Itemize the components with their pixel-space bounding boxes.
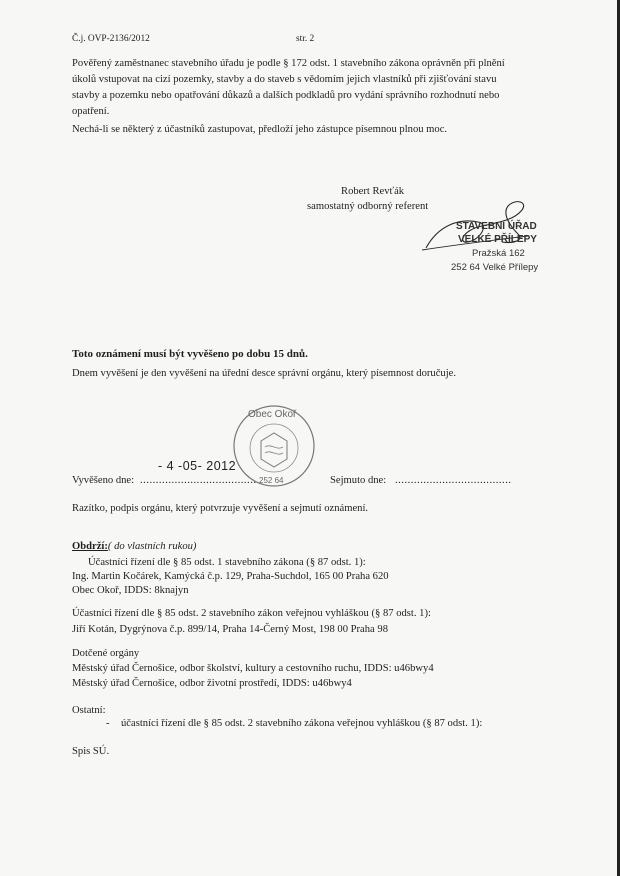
recipients-group2-title: Účastníci řízení dle § 85 odst. 2 stavebního zákon veřejnou vyhláškou (§ 87 odst. 1): <box>72 608 431 619</box>
notice-text: Dnem vyvěšení je den vyvěšení na úřední desce správní orgánu, který písemnost doručuje. <box>72 368 457 379</box>
removed-label: Sejmuto dne: <box>330 475 387 486</box>
page-number: str. 2 <box>296 34 315 44</box>
paragraph-line: opatření. <box>72 106 110 117</box>
recipient-item: Obec Okoř, IDDS: 8knajyn <box>72 585 189 596</box>
posted-dots: ..................................... <box>140 475 257 486</box>
recipients-group3-title: Dotčené orgány <box>72 648 140 659</box>
reference-number: Č.j. OVP-2136/2012 <box>72 34 150 44</box>
office-stamp-line3: Pražská 162 <box>472 248 525 259</box>
recipient-item: Ing. Martin Kočárek, Kamýcká č.p. 129, Praha-Suchdol, 165 00 Praha 620 <box>72 571 389 582</box>
removed-dots: ..................................... <box>395 475 512 486</box>
paragraph-line: Pověřený zaměstnanec stavebního úřadu je podle § 172 odst. 1 stavebního zákona oprávněn při plnění <box>72 58 505 69</box>
notice-heading: Toto oznámení musí být vyvěšeno po dobu 15 dnů. <box>72 348 308 360</box>
recipients-other-dash: - <box>106 718 110 729</box>
office-stamp-line1: STAVEBNÍ ÚŘAD <box>456 221 537 232</box>
municipal-seal-zip: 252 64 <box>259 476 284 485</box>
recipients-group1-title: Účastníci řízení dle § 85 odst. 1 stavebního zákona (§ 87 odst. 1): <box>88 557 366 568</box>
file-note: Spis SÚ. <box>72 746 110 757</box>
recipient-item: účastníci řízení dle § 85 odst. 2 stavebního zákona veřejnou vyhláškou (§ 87 odst. 1): <box>121 718 483 729</box>
recipients-heading: Obdrží: <box>72 541 108 552</box>
recipients-other-title: Ostatní: <box>72 705 106 716</box>
office-stamp-line2: VELKÉ PŘÍLEPY <box>458 234 537 245</box>
recipients-heading-block <box>72 539 196 555</box>
recipient-item: Městský úřad Černošice, odbor školství, kultury a cestovního ruchu, IDDS: u46bwy4 <box>72 663 434 674</box>
signer-name: Robert Revťák <box>341 186 405 197</box>
posted-date-stamp: - 4 -05- 2012 <box>158 459 237 473</box>
municipal-seal-text: Obec Okoř <box>248 409 297 420</box>
stamp-note: Razítko, podpis orgánu, který potvrzuje vyvěšení a sejmutí oznámení. <box>72 503 369 514</box>
paragraph-line: stavby a pozemku nebo opatřování důkazů a dalších podkladů pro vydání správního rozhodnutí nebo <box>72 90 500 101</box>
paragraph-line: úkolů vstupovat na cizí pozemky, stavby a do staveb s vědomím jejich vlastníků při zjišťování stavu <box>72 74 497 85</box>
posted-label: Vyvěšeno dne: <box>72 475 135 486</box>
recipient-item: Městský úřad Černošice, odbor životní prostředí, IDDS: u46bwy4 <box>72 678 352 689</box>
signer-title: samostatný odborný referent <box>307 201 429 212</box>
paragraph-representation: Nechá-li se některý z účastníků zastupovat, předloží jeho zástupce písemnou plnou moc. <box>72 124 448 135</box>
office-stamp-line4: 252 64 Velké Přílepy <box>451 262 539 273</box>
recipients-heading-note: ( do vlastních rukou) <box>107 541 197 552</box>
recipient-item: Jiří Kotán, Dygrýnova č.p. 899/14, Praha 14-Černý Most, 198 00 Praha 98 <box>72 624 389 635</box>
